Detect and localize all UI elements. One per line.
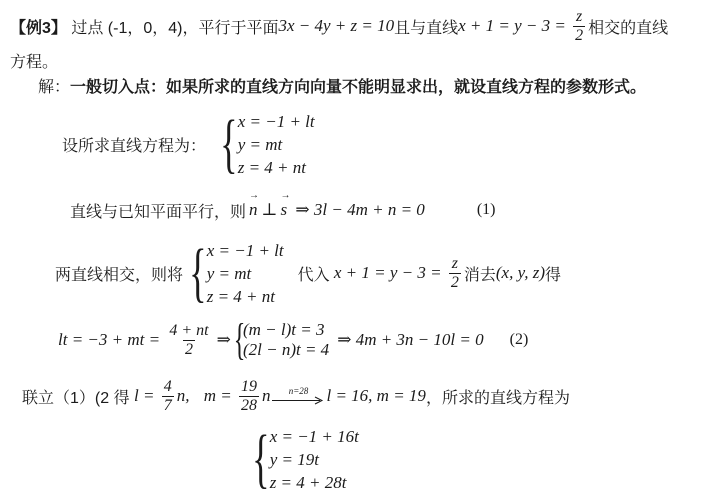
intersect-text-2: 代入 — [297, 266, 330, 284]
m-equals: m = — [199, 386, 236, 405]
setup-text: 设所求直线方程为： — [62, 137, 207, 155]
conclusion-text: ，所求的直线方程为 — [425, 389, 570, 407]
long-arrow-icon — [272, 396, 324, 405]
solution-values: l = 16, m = 19 — [326, 386, 426, 405]
vector-s: → s — [281, 200, 288, 220]
solution-label: 解： — [38, 78, 71, 96]
parallel-text: 直线与已知平面平行，则 — [70, 203, 247, 221]
final-eq-y: y = 19t — [269, 449, 319, 469]
system1-eq-y: y = mt — [237, 134, 283, 154]
final-answer — [250, 422, 359, 495]
system1-eq-x: x = −1 + lt — [237, 111, 315, 131]
left-brace: { — [189, 236, 207, 309]
intersect-text-1: 两直线相交，则将 — [55, 266, 184, 284]
final-eq-z: z = 4 + 28t — [269, 472, 347, 492]
hint-text: 一般切入点：如果所求的直线方向向量不能明显求出，就设直线方程的参数形式。 — [70, 78, 647, 96]
equation-system-3 — [233, 315, 330, 364]
fraction-z-over-2 — [449, 255, 461, 291]
combine-text: 联立（1）(2 得 — [22, 389, 135, 407]
solution-hint — [38, 74, 646, 96]
final-eq-x: x = −1 + 16t — [269, 426, 359, 446]
equation-system-2 — [187, 236, 284, 309]
parametric-setup — [62, 107, 315, 180]
implies-symbol: ⇒ — [216, 330, 231, 349]
fraction-denominator: 2 — [575, 26, 584, 44]
fraction-numerator: z — [575, 7, 583, 25]
derived-equation-2: 4m + 3n − 10l = 0 — [351, 330, 484, 349]
problem-text-3: 相交的直线 — [588, 19, 669, 37]
problem-text-1: 过点 (-1，0，4)，平行于平面 — [66, 19, 279, 37]
arrow-label: n=28 — [288, 386, 309, 396]
derivation-step — [58, 315, 529, 364]
n-variable: n — [261, 386, 271, 405]
example-tag: 【例3】 — [10, 19, 67, 37]
eliminate-variables: (x, y, z) — [495, 263, 545, 282]
vector-n: → n — [249, 200, 258, 220]
system2-eq-z: z = 4 + nt — [206, 286, 275, 306]
equation-number-2: (2) — [509, 331, 529, 348]
intersect-text-4: 得 — [544, 266, 561, 284]
fraction-z-over-2 — [573, 8, 585, 44]
system3-eq-2: (2l − n)t = 4 — [242, 340, 330, 359]
left-brace: { — [220, 107, 238, 180]
system3-eq-1: (m − l)t = 3 — [242, 320, 325, 339]
system2-eq-y: y = mt — [206, 263, 252, 283]
solve-step — [22, 376, 570, 416]
problem-statement-cont — [10, 50, 58, 70]
fraction-numerator: 4 + nt — [169, 321, 209, 339]
substitution-arrow — [272, 387, 324, 405]
fraction-denominator: 2 — [450, 273, 459, 291]
fraction-numerator: 4 — [163, 377, 172, 395]
line-equation: x + 1 = y − 3 = — [458, 16, 571, 35]
derived-equation-1: lt = −3 + mt = — [58, 330, 165, 349]
fraction-4nt-over-2 — [167, 322, 210, 358]
equation-system-1 — [218, 107, 315, 180]
fraction-denominator: 28 — [240, 396, 257, 414]
fraction-denominator: 2 — [184, 340, 193, 358]
condition-equation-1: ⇒ 3l − 4m + n = 0 — [291, 200, 425, 219]
intersect-text-3: 消去 — [463, 266, 496, 284]
implies-symbol: ⇒ — [337, 330, 352, 349]
system1-eq-z: z = 4 + nt — [237, 157, 306, 177]
intersection-step — [55, 238, 561, 308]
l-equals: l = — [134, 386, 159, 405]
fraction-4-over-7 — [162, 378, 174, 414]
plane-equation: 3x − 4y + z = 10 — [278, 16, 395, 35]
perpendicular-symbol: ⊥ — [261, 200, 278, 219]
problem-text-4: 方程。 — [10, 53, 59, 71]
fraction-19-over-28 — [239, 378, 259, 414]
fraction-numerator: z — [451, 254, 458, 272]
problem-statement — [10, 6, 668, 46]
equation-system-final — [250, 422, 359, 495]
n-comma: n, — [176, 386, 190, 405]
equation-number-1: (1) — [476, 201, 496, 218]
problem-text-2: 且与直线 — [394, 19, 459, 37]
fraction-denominator: 7 — [163, 396, 172, 414]
fraction-numerator: 19 — [240, 377, 257, 395]
left-brace: { — [233, 315, 246, 364]
system2-eq-x: x = −1 + lt — [206, 240, 284, 260]
left-brace: { — [252, 422, 270, 495]
parallel-condition — [70, 196, 495, 224]
substitute-equation: x + 1 = y − 3 = — [329, 263, 446, 282]
